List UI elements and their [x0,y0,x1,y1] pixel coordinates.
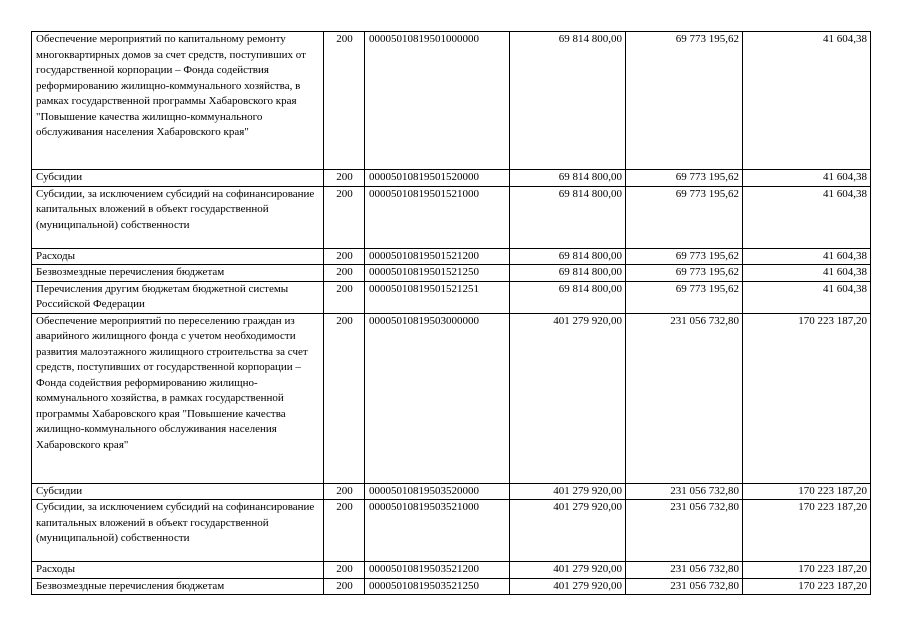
row-approved: 69 814 800,00 [510,32,626,170]
row-line-code: 200 [324,313,365,483]
row-line-code: 200 [324,500,365,562]
row-unexecuted: 41 604,38 [743,248,871,265]
table-row [32,562,871,579]
row-executed: 69 773 195,62 [626,32,743,170]
table-row [32,32,871,170]
table-row [32,500,871,562]
row-executed: 69 773 195,62 [626,186,743,248]
row-unexecuted: 170 223 187,20 [743,562,871,579]
table-row [32,578,871,595]
row-executed: 69 773 195,62 [626,281,743,313]
row-unexecuted: 170 223 187,20 [743,483,871,500]
row-approved: 401 279 920,00 [510,562,626,579]
row-budget-code: 00005010819501000000 [365,32,510,170]
row-executed: 231 056 732,80 [626,500,743,562]
row-unexecuted: 41 604,38 [743,170,871,187]
row-approved: 401 279 920,00 [510,483,626,500]
row-budget-code: 00005010819503521000 [365,500,510,562]
row-unexecuted: 170 223 187,20 [743,578,871,595]
row-unexecuted: 41 604,38 [743,32,871,170]
row-line-code: 200 [324,578,365,595]
row-approved: 69 814 800,00 [510,248,626,265]
table-row [32,483,871,500]
table-row [32,248,871,265]
row-name: Субсидии, за исключением субсидий на софинансирование капитальных вложений в объект государственной (муниципальной) собственности [32,500,324,562]
row-unexecuted: 41 604,38 [743,186,871,248]
row-name: Субсидии [32,170,324,187]
row-executed: 231 056 732,80 [626,313,743,483]
row-unexecuted: 41 604,38 [743,281,871,313]
row-line-code: 200 [324,248,365,265]
row-approved: 401 279 920,00 [510,578,626,595]
row-name: Обеспечение мероприятий по капитальному ремонту многоквартирных домов за счет средств, поступивших от государственной корпорации – Фонда содействия реформированию жилищно-коммунального хозяйства, в рамках государственной программы Хабаровского края "Повышение качества жилищно-коммунального обслуживания населения Хабаровского края" [32,32,324,170]
expenditure-table [31,31,871,595]
row-line-code: 200 [324,32,365,170]
row-line-code: 200 [324,186,365,248]
row-approved: 401 279 920,00 [510,500,626,562]
row-executed: 69 773 195,62 [626,265,743,282]
row-executed: 231 056 732,80 [626,483,743,500]
row-executed: 69 773 195,62 [626,248,743,265]
row-name: Расходы [32,248,324,265]
row-line-code: 200 [324,562,365,579]
row-budget-code: 00005010819501521200 [365,248,510,265]
row-budget-code: 00005010819501521251 [365,281,510,313]
row-budget-code: 00005010819503521250 [365,578,510,595]
row-name: Субсидии, за исключением субсидий на софинансирование капитальных вложений в объект государственной (муниципальной) собственности [32,186,324,248]
table-row [32,313,871,483]
table-row [32,170,871,187]
row-budget-code: 00005010819501521250 [365,265,510,282]
row-approved: 69 814 800,00 [510,170,626,187]
row-line-code: 200 [324,170,365,187]
row-budget-code: 00005010819501521000 [365,186,510,248]
row-name: Расходы [32,562,324,579]
row-budget-code: 00005010819503000000 [365,313,510,483]
row-name: Перечисления другим бюджетам бюджетной системы Российской Федерации [32,281,324,313]
row-unexecuted: 170 223 187,20 [743,500,871,562]
row-name: Безвозмездные перечисления бюджетам [32,265,324,282]
row-name: Безвозмездные перечисления бюджетам [32,578,324,595]
row-approved: 69 814 800,00 [510,281,626,313]
table-row [32,281,871,313]
row-executed: 231 056 732,80 [626,578,743,595]
table-row [32,265,871,282]
row-unexecuted: 41 604,38 [743,265,871,282]
row-budget-code: 00005010819501520000 [365,170,510,187]
row-unexecuted: 170 223 187,20 [743,313,871,483]
row-approved: 69 814 800,00 [510,186,626,248]
row-approved: 401 279 920,00 [510,313,626,483]
row-line-code: 200 [324,483,365,500]
row-budget-code: 00005010819503521200 [365,562,510,579]
row-line-code: 200 [324,281,365,313]
row-executed: 231 056 732,80 [626,562,743,579]
row-name: Субсидии [32,483,324,500]
row-approved: 69 814 800,00 [510,265,626,282]
row-budget-code: 00005010819503520000 [365,483,510,500]
table-row [32,186,871,248]
row-executed: 69 773 195,62 [626,170,743,187]
row-line-code: 200 [324,265,365,282]
row-name: Обеспечение мероприятий по переселению граждан из аварийного жилищного фонда с учетом необходимости развития малоэтажного жилищного строительства за счет средств, поступивших от государственной корпорации – Фонда содействия реформированию жилищно-коммунального хозяйства, в рамках государственной программы Хабаровского края "Повышение качества жилищно-коммунального обслуживания населения Хабаровского края" [32,313,324,483]
